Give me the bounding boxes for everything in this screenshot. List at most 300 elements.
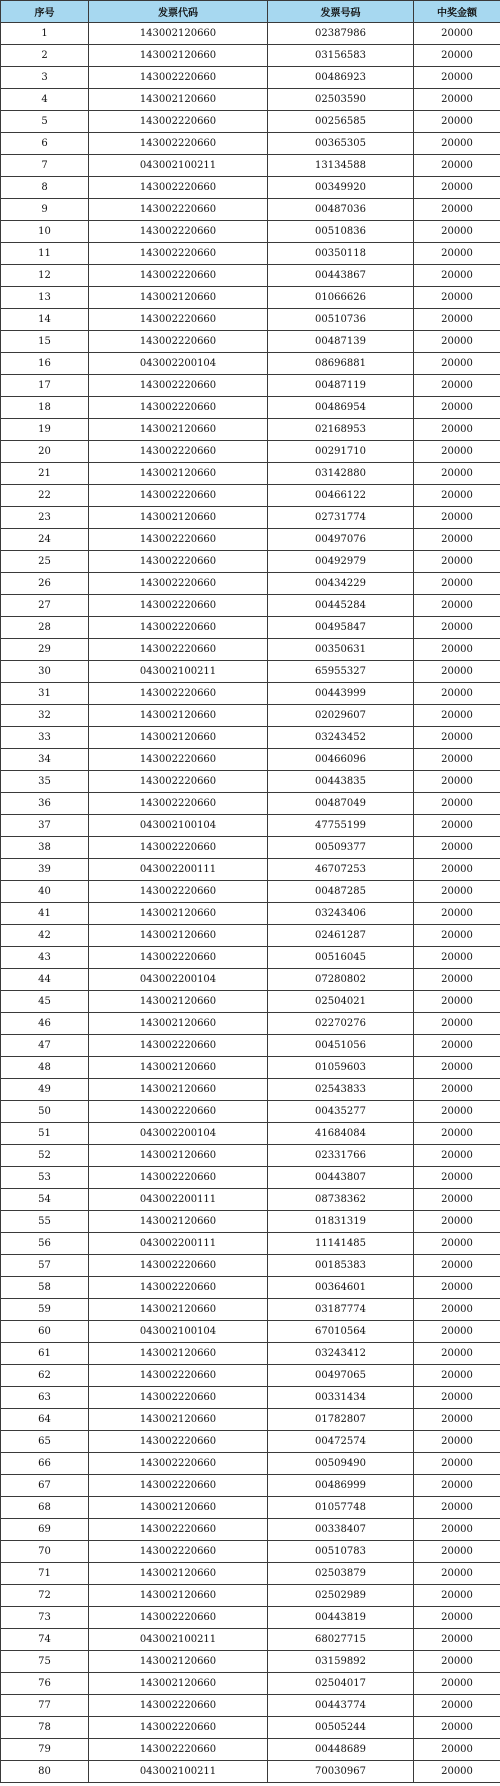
- invoice-number-cell: 11141485: [268, 1233, 414, 1255]
- invoice-code-cell: 143002120660: [89, 463, 268, 485]
- column-header-invoice-code: 发票代码: [89, 1, 268, 23]
- prize-amount-cell: 20000: [414, 1233, 500, 1255]
- prize-amount-cell: 20000: [414, 1365, 500, 1387]
- table-row: [1, 1761, 500, 1783]
- serial-number-cell: 26: [1, 573, 89, 595]
- table-row: [1, 1563, 500, 1585]
- serial-number-cell: 65: [1, 1431, 89, 1453]
- table-row: [1, 1695, 500, 1717]
- serial-number-cell: 53: [1, 1167, 89, 1189]
- prize-amount-cell: 20000: [414, 529, 500, 551]
- table-row: [1, 551, 500, 573]
- invoice-code-cell: 143002220660: [89, 1035, 268, 1057]
- invoice-code-cell: 143002120660: [89, 45, 268, 67]
- table-row: [1, 639, 500, 661]
- serial-number-cell: 21: [1, 463, 89, 485]
- prize-amount-cell: 20000: [414, 1541, 500, 1563]
- invoice-code-cell: 143002220660: [89, 1167, 268, 1189]
- invoice-code-cell: 143002220660: [89, 947, 268, 969]
- table-row: [1, 859, 500, 881]
- serial-number-cell: 43: [1, 947, 89, 969]
- invoice-number-cell: 00443774: [268, 1695, 414, 1717]
- invoice-code-cell: 143002120660: [89, 419, 268, 441]
- invoice-number-cell: 00509377: [268, 837, 414, 859]
- serial-number-cell: 31: [1, 683, 89, 705]
- table-row: [1, 1651, 500, 1673]
- column-header-serial-number: 序号: [1, 1, 89, 23]
- serial-number-cell: 8: [1, 177, 89, 199]
- prize-amount-cell: 20000: [414, 1717, 500, 1739]
- prize-amount-cell: 20000: [414, 1673, 500, 1695]
- invoice-code-cell: 143002120660: [89, 1497, 268, 1519]
- serial-number-cell: 74: [1, 1629, 89, 1651]
- serial-number-cell: 80: [1, 1761, 89, 1783]
- invoice-code-cell: 143002120660: [89, 1211, 268, 1233]
- prize-amount-cell: 20000: [414, 881, 500, 903]
- serial-number-cell: 19: [1, 419, 89, 441]
- table-row: [1, 749, 500, 771]
- serial-number-cell: 29: [1, 639, 89, 661]
- invoice-number-cell: 00492979: [268, 551, 414, 573]
- table-row: [1, 177, 500, 199]
- table-row: [1, 1629, 500, 1651]
- prize-amount-cell: 20000: [414, 485, 500, 507]
- table-row: [1, 1255, 500, 1277]
- serial-number-cell: 35: [1, 771, 89, 793]
- serial-number-cell: 39: [1, 859, 89, 881]
- table-row: [1, 419, 500, 441]
- invoice-number-cell: 08696881: [268, 353, 414, 375]
- invoice-number-cell: 00486954: [268, 397, 414, 419]
- invoice-code-cell: 143002220660: [89, 243, 268, 265]
- table-row: [1, 1409, 500, 1431]
- invoice-number-cell: 02504017: [268, 1673, 414, 1695]
- invoice-code-cell: 143002120660: [89, 925, 268, 947]
- invoice-number-cell: 00443819: [268, 1607, 414, 1629]
- invoice-code-cell: 143002220660: [89, 529, 268, 551]
- table-row: [1, 837, 500, 859]
- invoice-number-cell: 00509490: [268, 1453, 414, 1475]
- table-row: [1, 1211, 500, 1233]
- invoice-number-cell: 02387986: [268, 23, 414, 45]
- prize-amount-cell: 20000: [414, 1563, 500, 1585]
- invoice-number-cell: 03142880: [268, 463, 414, 485]
- table-row: [1, 947, 500, 969]
- invoice-number-cell: 00487119: [268, 375, 414, 397]
- invoice-number-cell: 00510836: [268, 221, 414, 243]
- header-row: [1, 1, 500, 23]
- table-row: [1, 617, 500, 639]
- invoice-code-cell: 143002120660: [89, 1673, 268, 1695]
- invoice-number-cell: 00349920: [268, 177, 414, 199]
- serial-number-cell: 61: [1, 1343, 89, 1365]
- invoice-code-cell: 143002220660: [89, 375, 268, 397]
- table-row: [1, 1057, 500, 1079]
- serial-number-cell: 63: [1, 1387, 89, 1409]
- invoice-number-cell: 03187774: [268, 1299, 414, 1321]
- invoice-code-cell: 143002120660: [89, 1145, 268, 1167]
- prize-amount-cell: 20000: [414, 727, 500, 749]
- table-row: [1, 1717, 500, 1739]
- prize-amount-cell: 20000: [414, 991, 500, 1013]
- serial-number-cell: 5: [1, 111, 89, 133]
- invoice-number-cell: 00256585: [268, 111, 414, 133]
- table-row: [1, 1739, 500, 1761]
- prize-amount-cell: 20000: [414, 1475, 500, 1497]
- invoice-number-cell: 41684084: [268, 1123, 414, 1145]
- serial-number-cell: 66: [1, 1453, 89, 1475]
- table-row: [1, 705, 500, 727]
- prize-amount-cell: 20000: [414, 441, 500, 463]
- invoice-number-cell: 65955327: [268, 661, 414, 683]
- invoice-number-cell: 00510783: [268, 1541, 414, 1563]
- invoice-number-cell: 02731774: [268, 507, 414, 529]
- prize-amount-cell: 20000: [414, 1277, 500, 1299]
- invoice-code-cell: 143002120660: [89, 727, 268, 749]
- prize-amount-cell: 20000: [414, 705, 500, 727]
- table-row: [1, 1233, 500, 1255]
- table-row: [1, 1673, 500, 1695]
- table-row: [1, 727, 500, 749]
- prize-amount-cell: 20000: [414, 1145, 500, 1167]
- serial-number-cell: 22: [1, 485, 89, 507]
- invoice-code-cell: 143002220660: [89, 1387, 268, 1409]
- serial-number-cell: 60: [1, 1321, 89, 1343]
- invoice-number-cell: 68027715: [268, 1629, 414, 1651]
- table-row: [1, 133, 500, 155]
- serial-number-cell: 27: [1, 595, 89, 617]
- prize-amount-cell: 20000: [414, 243, 500, 265]
- serial-number-cell: 15: [1, 331, 89, 353]
- invoice-code-cell: 043002100211: [89, 1629, 268, 1651]
- invoice-number-cell: 00435277: [268, 1101, 414, 1123]
- prize-amount-cell: 20000: [414, 375, 500, 397]
- invoice-code-cell: 143002120660: [89, 1299, 268, 1321]
- serial-number-cell: 73: [1, 1607, 89, 1629]
- table-row: [1, 1277, 500, 1299]
- prize-amount-cell: 20000: [414, 683, 500, 705]
- invoice-code-cell: 043002100211: [89, 1761, 268, 1783]
- table-row: [1, 969, 500, 991]
- prize-amount-cell: 20000: [414, 353, 500, 375]
- prize-amount-cell: 20000: [414, 1409, 500, 1431]
- prize-amount-cell: 20000: [414, 1123, 500, 1145]
- table-row: [1, 221, 500, 243]
- invoice-code-cell: 143002220660: [89, 573, 268, 595]
- invoice-code-cell: 143002120660: [89, 705, 268, 727]
- invoice-code-cell: 143002220660: [89, 1101, 268, 1123]
- prize-amount-cell: 20000: [414, 1607, 500, 1629]
- table-row: [1, 1035, 500, 1057]
- column-header-prize-amount: 中奖金额: [414, 1, 500, 23]
- table-row: [1, 243, 500, 265]
- serial-number-cell: 20: [1, 441, 89, 463]
- table-row: [1, 1607, 500, 1629]
- serial-number-cell: 9: [1, 199, 89, 221]
- serial-number-cell: 54: [1, 1189, 89, 1211]
- table-row: [1, 331, 500, 353]
- invoice-code-cell: 143002220660: [89, 551, 268, 573]
- invoice-code-cell: 143002220660: [89, 1519, 268, 1541]
- invoice-number-cell: 00487036: [268, 199, 414, 221]
- invoice-code-cell: 043002200111: [89, 1189, 268, 1211]
- invoice-number-cell: 00338407: [268, 1519, 414, 1541]
- invoice-code-cell: 043002100211: [89, 661, 268, 683]
- serial-number-cell: 12: [1, 265, 89, 287]
- invoice-number-cell: 00443835: [268, 771, 414, 793]
- prize-amount-cell: 20000: [414, 331, 500, 353]
- prize-amount-cell: 20000: [414, 309, 500, 331]
- prize-amount-cell: 20000: [414, 639, 500, 661]
- table-row: [1, 463, 500, 485]
- invoice-code-cell: 143002220660: [89, 595, 268, 617]
- prize-amount-cell: 20000: [414, 1453, 500, 1475]
- table-row: [1, 595, 500, 617]
- invoice-code-cell: 143002220660: [89, 309, 268, 331]
- serial-number-cell: 16: [1, 353, 89, 375]
- table-row: [1, 1453, 500, 1475]
- prize-amount-cell: 20000: [414, 1739, 500, 1761]
- invoice-code-cell: 143002220660: [89, 485, 268, 507]
- prize-amount-cell: 20000: [414, 1057, 500, 1079]
- invoice-number-cell: 02461287: [268, 925, 414, 947]
- table-row: [1, 507, 500, 529]
- serial-number-cell: 37: [1, 815, 89, 837]
- prize-amount-cell: 20000: [414, 221, 500, 243]
- serial-number-cell: 44: [1, 969, 89, 991]
- serial-number-cell: 51: [1, 1123, 89, 1145]
- invoice-code-cell: 143002220660: [89, 1541, 268, 1563]
- serial-number-cell: 25: [1, 551, 89, 573]
- invoice-number-cell: 02331766: [268, 1145, 414, 1167]
- invoice-code-cell: 143002120660: [89, 1343, 268, 1365]
- prize-amount-cell: 20000: [414, 287, 500, 309]
- invoice-number-cell: 07280802: [268, 969, 414, 991]
- prize-amount-cell: 20000: [414, 419, 500, 441]
- serial-number-cell: 32: [1, 705, 89, 727]
- prize-amount-cell: 20000: [414, 661, 500, 683]
- table-row: [1, 529, 500, 551]
- prize-amount-cell: 20000: [414, 749, 500, 771]
- invoice-code-cell: 143002220660: [89, 331, 268, 353]
- invoice-code-cell: 143002120660: [89, 991, 268, 1013]
- table-row: [1, 1189, 500, 1211]
- serial-number-cell: 23: [1, 507, 89, 529]
- table-row: [1, 67, 500, 89]
- invoice-number-cell: 00486923: [268, 67, 414, 89]
- table-row: [1, 1013, 500, 1035]
- invoice-number-cell: 02503590: [268, 89, 414, 111]
- invoice-code-cell: 143002120660: [89, 1651, 268, 1673]
- serial-number-cell: 36: [1, 793, 89, 815]
- invoice-code-cell: 043002200111: [89, 859, 268, 881]
- prize-amount-cell: 20000: [414, 463, 500, 485]
- serial-number-cell: 77: [1, 1695, 89, 1717]
- serial-number-cell: 1: [1, 23, 89, 45]
- invoice-code-cell: 143002220660: [89, 1739, 268, 1761]
- invoice-code-cell: 143002220660: [89, 837, 268, 859]
- prize-amount-cell: 20000: [414, 1013, 500, 1035]
- serial-number-cell: 46: [1, 1013, 89, 1035]
- serial-number-cell: 50: [1, 1101, 89, 1123]
- serial-number-cell: 79: [1, 1739, 89, 1761]
- invoice-number-cell: 01831319: [268, 1211, 414, 1233]
- table-row: [1, 397, 500, 419]
- table-row: [1, 771, 500, 793]
- invoice-number-cell: 00350118: [268, 243, 414, 265]
- invoice-code-cell: 143002220660: [89, 265, 268, 287]
- table-row: [1, 683, 500, 705]
- serial-number-cell: 57: [1, 1255, 89, 1277]
- serial-number-cell: 42: [1, 925, 89, 947]
- invoice-code-cell: 143002120660: [89, 89, 268, 111]
- prize-amount-cell: 20000: [414, 859, 500, 881]
- prize-amount-cell: 20000: [414, 67, 500, 89]
- invoice-code-cell: 043002200111: [89, 1233, 268, 1255]
- invoice-number-cell: 00466096: [268, 749, 414, 771]
- prize-amount-cell: 20000: [414, 1431, 500, 1453]
- table-row: [1, 793, 500, 815]
- table-row: [1, 1101, 500, 1123]
- serial-number-cell: 64: [1, 1409, 89, 1431]
- invoice-number-cell: 01057748: [268, 1497, 414, 1519]
- prize-amount-cell: 20000: [414, 837, 500, 859]
- invoice-number-cell: 00472574: [268, 1431, 414, 1453]
- prize-amount-cell: 20000: [414, 23, 500, 45]
- table-row: [1, 375, 500, 397]
- invoice-number-cell: 00434229: [268, 573, 414, 595]
- serial-number-cell: 41: [1, 903, 89, 925]
- prize-amount-cell: 20000: [414, 1167, 500, 1189]
- invoice-number-cell: 00497065: [268, 1365, 414, 1387]
- invoice-code-cell: 143002120660: [89, 1057, 268, 1079]
- table-row: [1, 925, 500, 947]
- invoice-number-cell: 00443999: [268, 683, 414, 705]
- table-row: [1, 1145, 500, 1167]
- invoice-number-cell: 02168953: [268, 419, 414, 441]
- invoice-code-cell: 043002100211: [89, 155, 268, 177]
- invoice-number-cell: 01782807: [268, 1409, 414, 1431]
- invoice-code-cell: 043002200104: [89, 353, 268, 375]
- invoice-code-cell: 143002220660: [89, 683, 268, 705]
- table-row: [1, 1541, 500, 1563]
- table-row: [1, 1343, 500, 1365]
- table-row: [1, 1321, 500, 1343]
- table-row: [1, 45, 500, 67]
- invoice-code-cell: 143002220660: [89, 441, 268, 463]
- prize-amount-cell: 20000: [414, 1761, 500, 1783]
- table-header: [1, 1, 500, 23]
- prize-amount-cell: 20000: [414, 815, 500, 837]
- invoice-number-cell: 02502989: [268, 1585, 414, 1607]
- table-row: [1, 1365, 500, 1387]
- table-row: [1, 1167, 500, 1189]
- serial-number-cell: 18: [1, 397, 89, 419]
- serial-number-cell: 62: [1, 1365, 89, 1387]
- table-row: [1, 1519, 500, 1541]
- prize-amount-cell: 20000: [414, 1387, 500, 1409]
- invoice-code-cell: 143002120660: [89, 23, 268, 45]
- invoice-number-cell: 00486999: [268, 1475, 414, 1497]
- table-row: [1, 265, 500, 287]
- table-row: [1, 1431, 500, 1453]
- table-row: [1, 991, 500, 1013]
- invoice-number-cell: 03156583: [268, 45, 414, 67]
- prize-amount-cell: 20000: [414, 925, 500, 947]
- table-row: [1, 441, 500, 463]
- table-row: [1, 309, 500, 331]
- serial-number-cell: 28: [1, 617, 89, 639]
- prize-amount-cell: 20000: [414, 617, 500, 639]
- invoice-number-cell: 02543833: [268, 1079, 414, 1101]
- prize-amount-cell: 20000: [414, 1497, 500, 1519]
- serial-number-cell: 3: [1, 67, 89, 89]
- prize-amount-cell: 20000: [414, 595, 500, 617]
- serial-number-cell: 76: [1, 1673, 89, 1695]
- invoice-number-cell: 00448689: [268, 1739, 414, 1761]
- table-row: [1, 89, 500, 111]
- prize-amount-cell: 20000: [414, 947, 500, 969]
- prize-amount-cell: 20000: [414, 507, 500, 529]
- serial-number-cell: 78: [1, 1717, 89, 1739]
- invoice-code-cell: 143002220660: [89, 1475, 268, 1497]
- invoice-code-cell: 143002220660: [89, 1453, 268, 1475]
- table-row: [1, 199, 500, 221]
- table-row: [1, 1123, 500, 1145]
- invoice-code-cell: 143002220660: [89, 749, 268, 771]
- invoice-number-cell: 00487139: [268, 331, 414, 353]
- invoice-number-cell: 03159892: [268, 1651, 414, 1673]
- serial-number-cell: 71: [1, 1563, 89, 1585]
- invoice-number-cell: 67010564: [268, 1321, 414, 1343]
- invoice-number-cell: 13134588: [268, 155, 414, 177]
- serial-number-cell: 56: [1, 1233, 89, 1255]
- serial-number-cell: 72: [1, 1585, 89, 1607]
- invoice-code-cell: 043002200104: [89, 969, 268, 991]
- invoice-code-cell: 143002220660: [89, 1717, 268, 1739]
- invoice-code-cell: 143002220660: [89, 1431, 268, 1453]
- prize-amount-cell: 20000: [414, 573, 500, 595]
- serial-number-cell: 2: [1, 45, 89, 67]
- serial-number-cell: 13: [1, 287, 89, 309]
- serial-number-cell: 52: [1, 1145, 89, 1167]
- invoice-code-cell: 043002200104: [89, 1123, 268, 1145]
- prize-amount-cell: 20000: [414, 1519, 500, 1541]
- prize-amount-cell: 20000: [414, 1079, 500, 1101]
- prize-amount-cell: 20000: [414, 551, 500, 573]
- serial-number-cell: 30: [1, 661, 89, 683]
- invoice-code-cell: 143002220660: [89, 221, 268, 243]
- invoice-code-cell: 143002120660: [89, 1563, 268, 1585]
- prize-amount-cell: 20000: [414, 969, 500, 991]
- invoice-number-cell: 00443867: [268, 265, 414, 287]
- invoice-number-cell: 00364601: [268, 1277, 414, 1299]
- prize-amount-cell: 20000: [414, 199, 500, 221]
- invoice-number-cell: 03243452: [268, 727, 414, 749]
- prize-amount-cell: 20000: [414, 265, 500, 287]
- table-row: [1, 661, 500, 683]
- serial-number-cell: 58: [1, 1277, 89, 1299]
- invoice-code-cell: 143002220660: [89, 111, 268, 133]
- prize-amount-cell: 20000: [414, 1211, 500, 1233]
- invoice-code-cell: 143002220660: [89, 133, 268, 155]
- serial-number-cell: 48: [1, 1057, 89, 1079]
- serial-number-cell: 68: [1, 1497, 89, 1519]
- table-row: [1, 353, 500, 375]
- table-row: [1, 815, 500, 837]
- invoice-number-cell: 00451056: [268, 1035, 414, 1057]
- serial-number-cell: 45: [1, 991, 89, 1013]
